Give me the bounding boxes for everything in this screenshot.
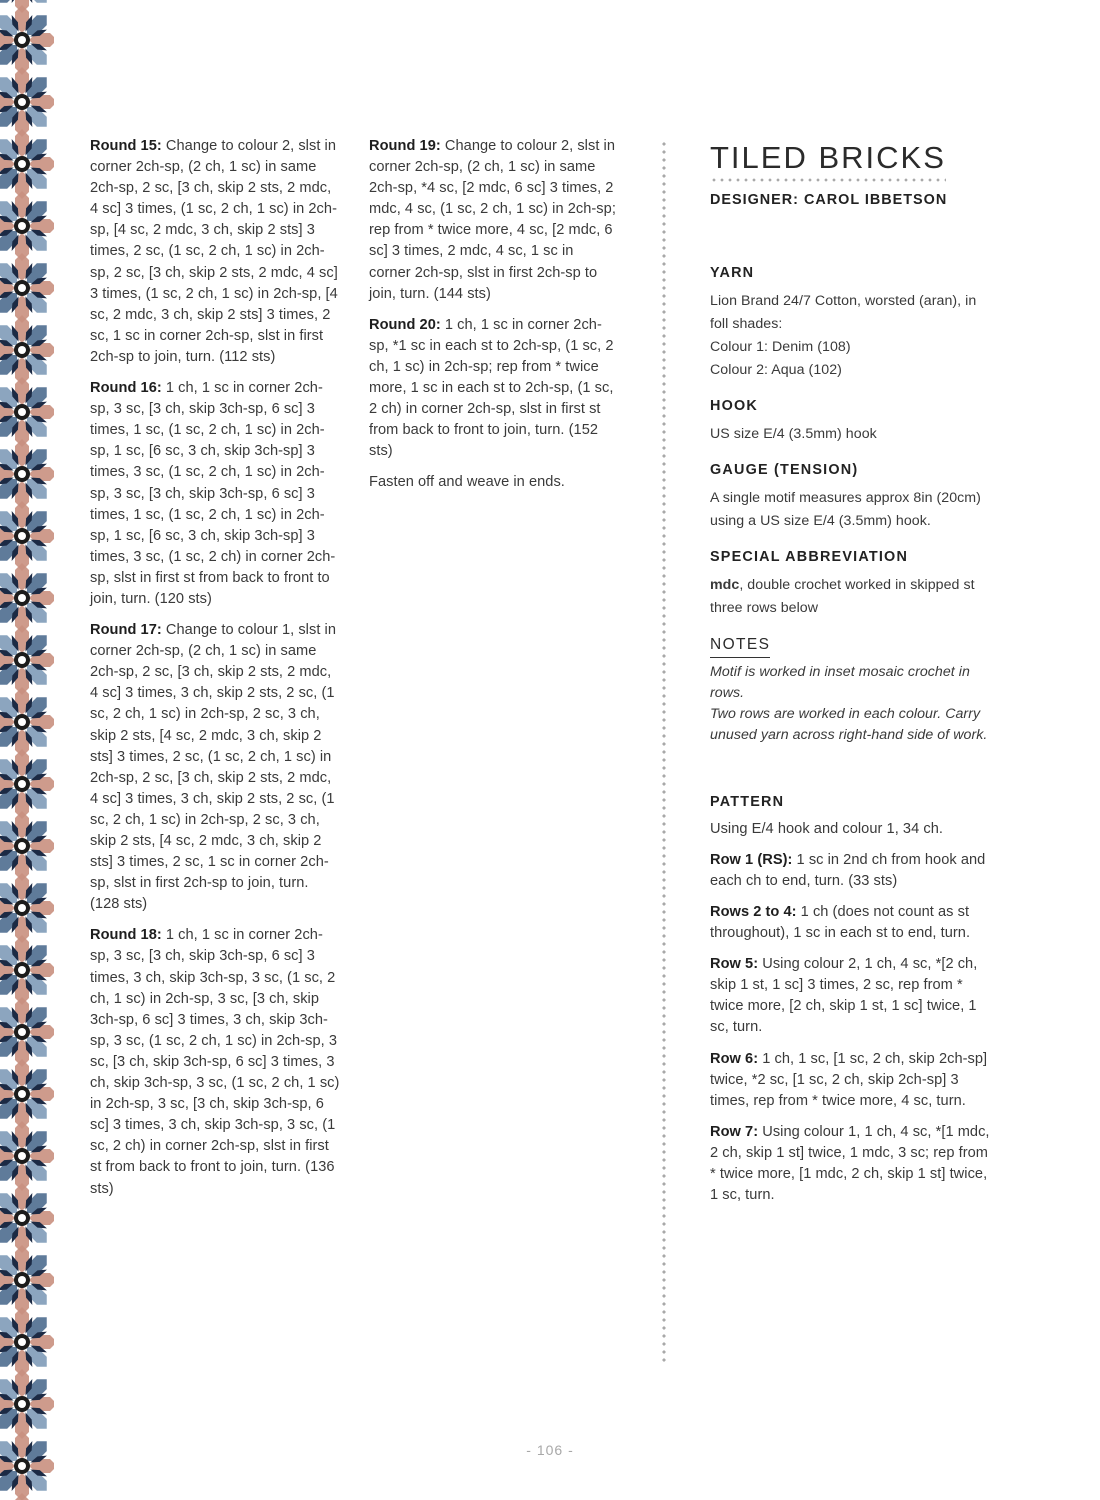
yarn-heading: YARN xyxy=(710,265,755,282)
decorative-mosaic-border xyxy=(0,0,54,1500)
round-17-instruction: Round 17: Change to colour 1, slst in corner 2ch-sp, (2 ch, 1 sc) in same 2ch-sp, 2 sc, [3 ch, skip 2 sts, 2 mdc, 4 sc] 3 times, 3 ch, skip 2 sts, 2 sc, (1 sc, 2 ch, 1 sc) in 2ch-sp, 2 sc, 3 ch, skip 2 sts, [4 sc, 2 mdc, 3 ch, skip 2 sts] 3 times, 2 sc, (1 sc, 2 ch, 1 sc) in 2ch-sp, 2 sc, [3 ch, skip 2 sts, 2 mdc, 4 sc] 3 times, 3 ch, skip 2 sts, 2 sc, (1 sc, 2 ch, 1 sc) in 2ch-sp, 2 sc, 3 ch, skip 2 sts, [4 sc, 2 mdc, 3 ch, skip 2 sts] 3 times, 2 sc, 1 sc in corner 2ch-sp, slst in first 2ch-sp to join, turn. (128 sts) xyxy=(90,622,336,913)
pattern-info-column xyxy=(710,136,995,1216)
dotted-column-divider xyxy=(662,140,666,1362)
notes-text-1: Motif is worked in inset mosaic crochet in rows. xyxy=(710,663,970,701)
mosaic-pattern-image xyxy=(0,0,54,1500)
abbreviation-heading: SPECIAL ABBREVIATION xyxy=(710,549,909,566)
notes-heading-wrap xyxy=(710,634,995,657)
row-5-instruction: Row 5: Using colour 2, 1 ch, 4 sc, *[2 ch, skip 1 st, 1 sc] 3 times, 2 sc, rep from * twice more, [2 ch, skip 1 st, 1 sc] twice, 1 sc, turn. xyxy=(710,956,978,1036)
round-18-instruction: Round 18: 1 ch, 1 sc in corner 2ch-sp, 3 sc, [3 ch, skip 3ch-sp, 6 sc] 3 times, 3 ch, skip 3ch-sp, 3 sc, (1 sc, 2 ch, 1 sc) in 2ch-sp, 3 sc, [3 ch, skip 3ch-sp, 6 sc] 3 times, 3 ch, skip 3ch-sp, 3 sc, (1 sc, 2 ch, 1 sc) in 2ch-sp, 3 sc, [3 ch, skip 3ch-sp, 6 sc] 3 times, 3 ch, skip 3ch-sp, 3 sc, (1 sc, 2 ch, 1 sc) in 2ch-sp, 3 sc, [3 ch, skip 3ch-sp, 6 sc] 3 times, 3 ch, skip 3ch-sp, 3 sc, (1 sc, 2 ch) in corner 2ch-sp, slst in first st from back to front to join, turn. (136 sts) xyxy=(90,927,340,1197)
round-15-instruction: Round 15: Change to colour 2, slst in corner 2ch-sp, (2 ch, 1 sc) in same 2ch-sp, 2 sc, [3 ch, skip 2 sts, 2 mdc, 4 sc] 3 times, (1 sc, 2 ch, 1 sc) in 2ch-sp, [4 sc, 2 mdc, 3 ch, skip 2 sts] 3 times, 2 sc, (1 sc, 2 ch, 1 sc) in 2ch-sp, 2 sc, [3 ch, skip 2 sts, 2 mdc, 4 sc] 3 times, (1 sc, 2 ch, 1 sc) in 2ch-sp, [4 sc, 2 mdc, 3 ch, skip 2 sts] 3 times, 2 sc, 1 sc in corner 2ch-sp, slst in first 2ch-sp to join, turn. (112 sts) xyxy=(90,138,338,365)
notes-heading: NOTES xyxy=(710,634,770,657)
pattern-intro: Using E/4 hook and colour 1, 34 ch. xyxy=(710,820,943,837)
pattern-column-middle xyxy=(369,136,619,504)
round-19-instruction: Round 19: Change to colour 2, slst in corner 2ch-sp, (2 ch, 1 sc) in same 2ch-sp, *4 sc, [2 mdc, 6 sc] 3 times, 2 mdc, 4 sc, (1 sc, 2 ch, 1 sc) in 2ch-sp; rep from * twice more, 4 sc, [2 mdc, 6 sc] 3 times, 2 mdc, 4 sc, 1 sc in corner 2ch-sp, slst in first 2ch-sp to join, turn. (144 sts) xyxy=(369,138,616,302)
finishing-instruction: Fasten off and weave in ends. xyxy=(369,474,565,491)
pattern-column-left xyxy=(90,136,342,1210)
row-1-instruction: Row 1 (RS): 1 sc in 2nd ch from hook and each ch to end, turn. (33 sts) xyxy=(710,851,986,889)
pattern-title: TILED BRICKS xyxy=(710,140,946,175)
row-6-instruction: Row 6: 1 ch, 1 sc, [1 sc, 2 ch, skip 2ch-sp] twice, *2 sc, [1 sc, 2 ch, skip 2ch-sp] 3 times, rep from * twice more, 4 sc, turn. xyxy=(710,1050,988,1109)
pattern-heading: PATTERN xyxy=(710,793,785,810)
round-16-instruction: Round 16: 1 ch, 1 sc in corner 2ch-sp, 3 sc, [3 ch, skip 3ch-sp, 6 sc] 3 times, 1 sc, (1 sc, 2 ch, 1 sc) in 2ch-sp, 1 sc, [6 sc, 3 ch, skip 3ch-sp] 3 times, 3 sc, (1 sc, 2 ch, 1 sc) in 2ch-sp, 3 sc, [3 ch, skip 3ch-sp, 6 sc] 3 times, 1 sc, (1 sc, 2 ch, 1 sc) in 2ch-sp, 1 sc, [6 sc, 3 ch, skip 3ch-sp] 3 times, 3 sc, (1 sc, 2 ch) in corner 2ch-sp, slst in first st from back to front to join, turn. (120 sts) xyxy=(90,380,336,607)
gauge-text: A single motif measures approx 8in (20cm) using a US size E/4 (3.5mm) hook. xyxy=(710,490,981,530)
page-number: - 106 - xyxy=(526,1442,574,1458)
abbreviation-text: mdc, double crochet worked in skipped st three rows below xyxy=(710,577,975,617)
notes-text-2: Two rows are worked in each colour. Carry unused yarn across right-hand side of work. xyxy=(710,705,988,743)
designer-credit: DESIGNER: CAROL IBBETSON xyxy=(710,192,948,208)
hook-text: US size E/4 (3.5mm) hook xyxy=(710,426,877,443)
row-7-instruction: Row 7: Using colour 1, 1 ch, 4 sc, *[1 mdc, 2 ch, skip 1 st] twice, 1 mdc, 3 sc; rep from * twice more, [1 mdc, 2 ch, skip 1 st] twice, 1 sc, turn. xyxy=(710,1123,990,1204)
title-dotted-underline xyxy=(710,178,946,182)
gauge-heading: GAUGE (TENSION) xyxy=(710,462,859,479)
rows-2-4-instruction: Rows 2 to 4: 1 ch (does not count as st throughout), 1 sc in each st to end, turn. xyxy=(710,903,971,942)
yarn-text: Lion Brand 24/7 Cotton, worsted (aran), in foll shades: Colour 1: Denim (108) Colour 2: Aqua (102) xyxy=(710,293,977,379)
round-20-instruction: Round 20: 1 ch, 1 sc in corner 2ch-sp, *1 sc in each st to 2ch-sp, (1 sc, 2 ch, 1 sc) in 2ch-sp; rep from * twice more, 1 sc in each st to 2ch-sp, (1 sc, 2 ch) in corner 2ch-sp, slst in first st from back to front to join, turn. (152 sts) xyxy=(369,316,614,460)
hook-heading: HOOK xyxy=(710,398,758,415)
